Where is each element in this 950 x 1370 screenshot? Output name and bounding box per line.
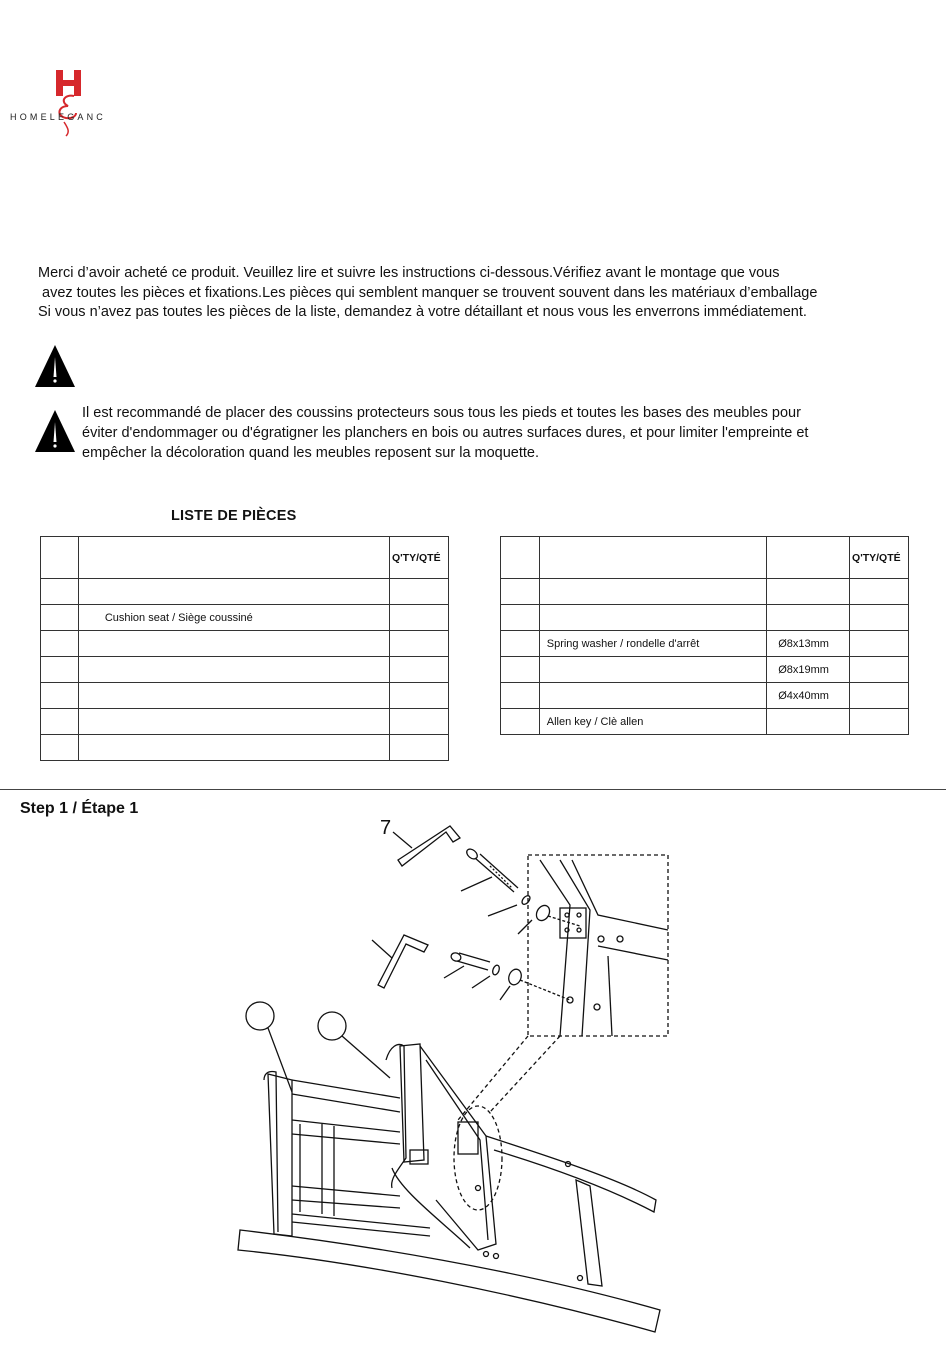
table-row <box>41 657 449 683</box>
table-row <box>501 579 909 605</box>
chair-frame <box>238 1044 660 1332</box>
warning-triangle-icon <box>34 408 76 454</box>
part-name: Spring washer / rondelle d'arrêt <box>539 631 766 657</box>
part-size: Ø4x40mm <box>767 683 850 709</box>
leader-line <box>488 905 517 916</box>
part-name <box>78 657 389 683</box>
callout-number: 7 <box>380 817 392 839</box>
part-name <box>78 579 389 605</box>
part-size: Ø8x19mm <box>767 657 850 683</box>
leader-line <box>518 920 532 934</box>
flat-washer-icon <box>534 903 552 923</box>
leader-line <box>461 877 492 891</box>
intro-paragraph <box>38 264 918 323</box>
part-callout-circle <box>318 1012 346 1040</box>
leader-line <box>444 966 464 978</box>
logo-mark <box>8 68 128 140</box>
part-size <box>767 709 850 735</box>
part-size <box>767 605 850 631</box>
table-row <box>41 709 449 735</box>
logo-text: HOMELEGANC <box>10 112 107 122</box>
table-row <box>41 735 449 761</box>
leader-line <box>472 976 490 988</box>
part-size <box>767 579 850 605</box>
intro-line: Si vous n’avez pas toutes les pièces de la liste, demandez à votre détaillant et nous vous les enverrons immédiatement. <box>38 304 807 320</box>
table-row <box>501 631 909 657</box>
section-divider <box>0 789 946 790</box>
leader-line <box>268 1028 292 1092</box>
table-row <box>501 683 909 709</box>
bolt-icon <box>450 952 490 970</box>
part-name: Allen key / Clè allen <box>539 709 766 735</box>
table-cell <box>41 537 79 579</box>
allen-key-icon <box>378 935 428 988</box>
parts-list-title: LISTE DE PIÈCES <box>171 508 297 524</box>
guide-line <box>548 916 580 926</box>
part-size: Ø8x13mm <box>767 631 850 657</box>
parts-table-left <box>40 536 449 761</box>
assembly-diagram <box>225 810 675 1340</box>
allen-key-icon <box>398 826 460 866</box>
table-row <box>41 683 449 709</box>
part-name <box>78 709 389 735</box>
part-name <box>78 631 389 657</box>
intro-line: Merci d’avoir acheté ce produit. Veuillez lire et suivre les instructions ci-dessous.Vérifiez avant le montage que vous <box>38 265 780 281</box>
leader-line <box>500 986 510 1000</box>
warning-line: empêcher la décoloration quand les meubles reposent sur la moquette. <box>82 445 540 461</box>
part-name <box>539 657 766 683</box>
step-title: Step 1 / Étape 1 <box>20 800 139 817</box>
part-name <box>539 579 766 605</box>
warning-triangle-icon <box>34 343 76 389</box>
spring-washer-icon <box>520 894 531 906</box>
flat-washer-icon <box>507 967 524 986</box>
table-header-row <box>501 537 909 579</box>
parts-table-right <box>500 536 909 735</box>
table-row <box>501 657 909 683</box>
table-row <box>41 605 449 631</box>
table-row <box>41 631 449 657</box>
part-callout-circle <box>246 1002 274 1030</box>
detail-joint <box>540 860 668 1036</box>
brand-logo <box>8 68 128 140</box>
zoom-line <box>458 1036 528 1120</box>
part-name <box>539 605 766 631</box>
leader-line <box>393 832 412 848</box>
spring-washer-icon <box>491 964 500 975</box>
table-row <box>501 709 909 735</box>
table-cell <box>78 537 389 579</box>
qty-header: Q'TY/QTÉ <box>390 537 449 579</box>
warning-line: éviter d'endommager ou d'égratigner les planchers en bois ou autres surfaces dures, et pour limiter l'empreinte et <box>82 425 809 441</box>
detail-box <box>528 855 668 1036</box>
table-row <box>41 579 449 605</box>
table-row <box>501 605 909 631</box>
zoom-line <box>490 1036 560 1112</box>
leader-line <box>372 940 392 958</box>
intro-line: avez toutes les pièces et fixations.Les pièces qui semblent manquer se trouvent souvent dans les matériaux d’emballage <box>38 284 818 301</box>
part-name: Cushion seat / Siège coussiné <box>78 605 389 631</box>
floor-protection-warning <box>82 403 912 463</box>
leader-line <box>342 1036 390 1078</box>
qty-header: Q'TY/QTÉ <box>850 537 909 579</box>
part-name <box>78 683 389 709</box>
part-name <box>539 683 766 709</box>
warning-line: Il est recommandé de placer des coussins protecteurs sous tous les pieds et toutes les bases des meubles pour <box>82 405 801 421</box>
table-header-row <box>41 537 449 579</box>
part-name <box>78 735 389 761</box>
